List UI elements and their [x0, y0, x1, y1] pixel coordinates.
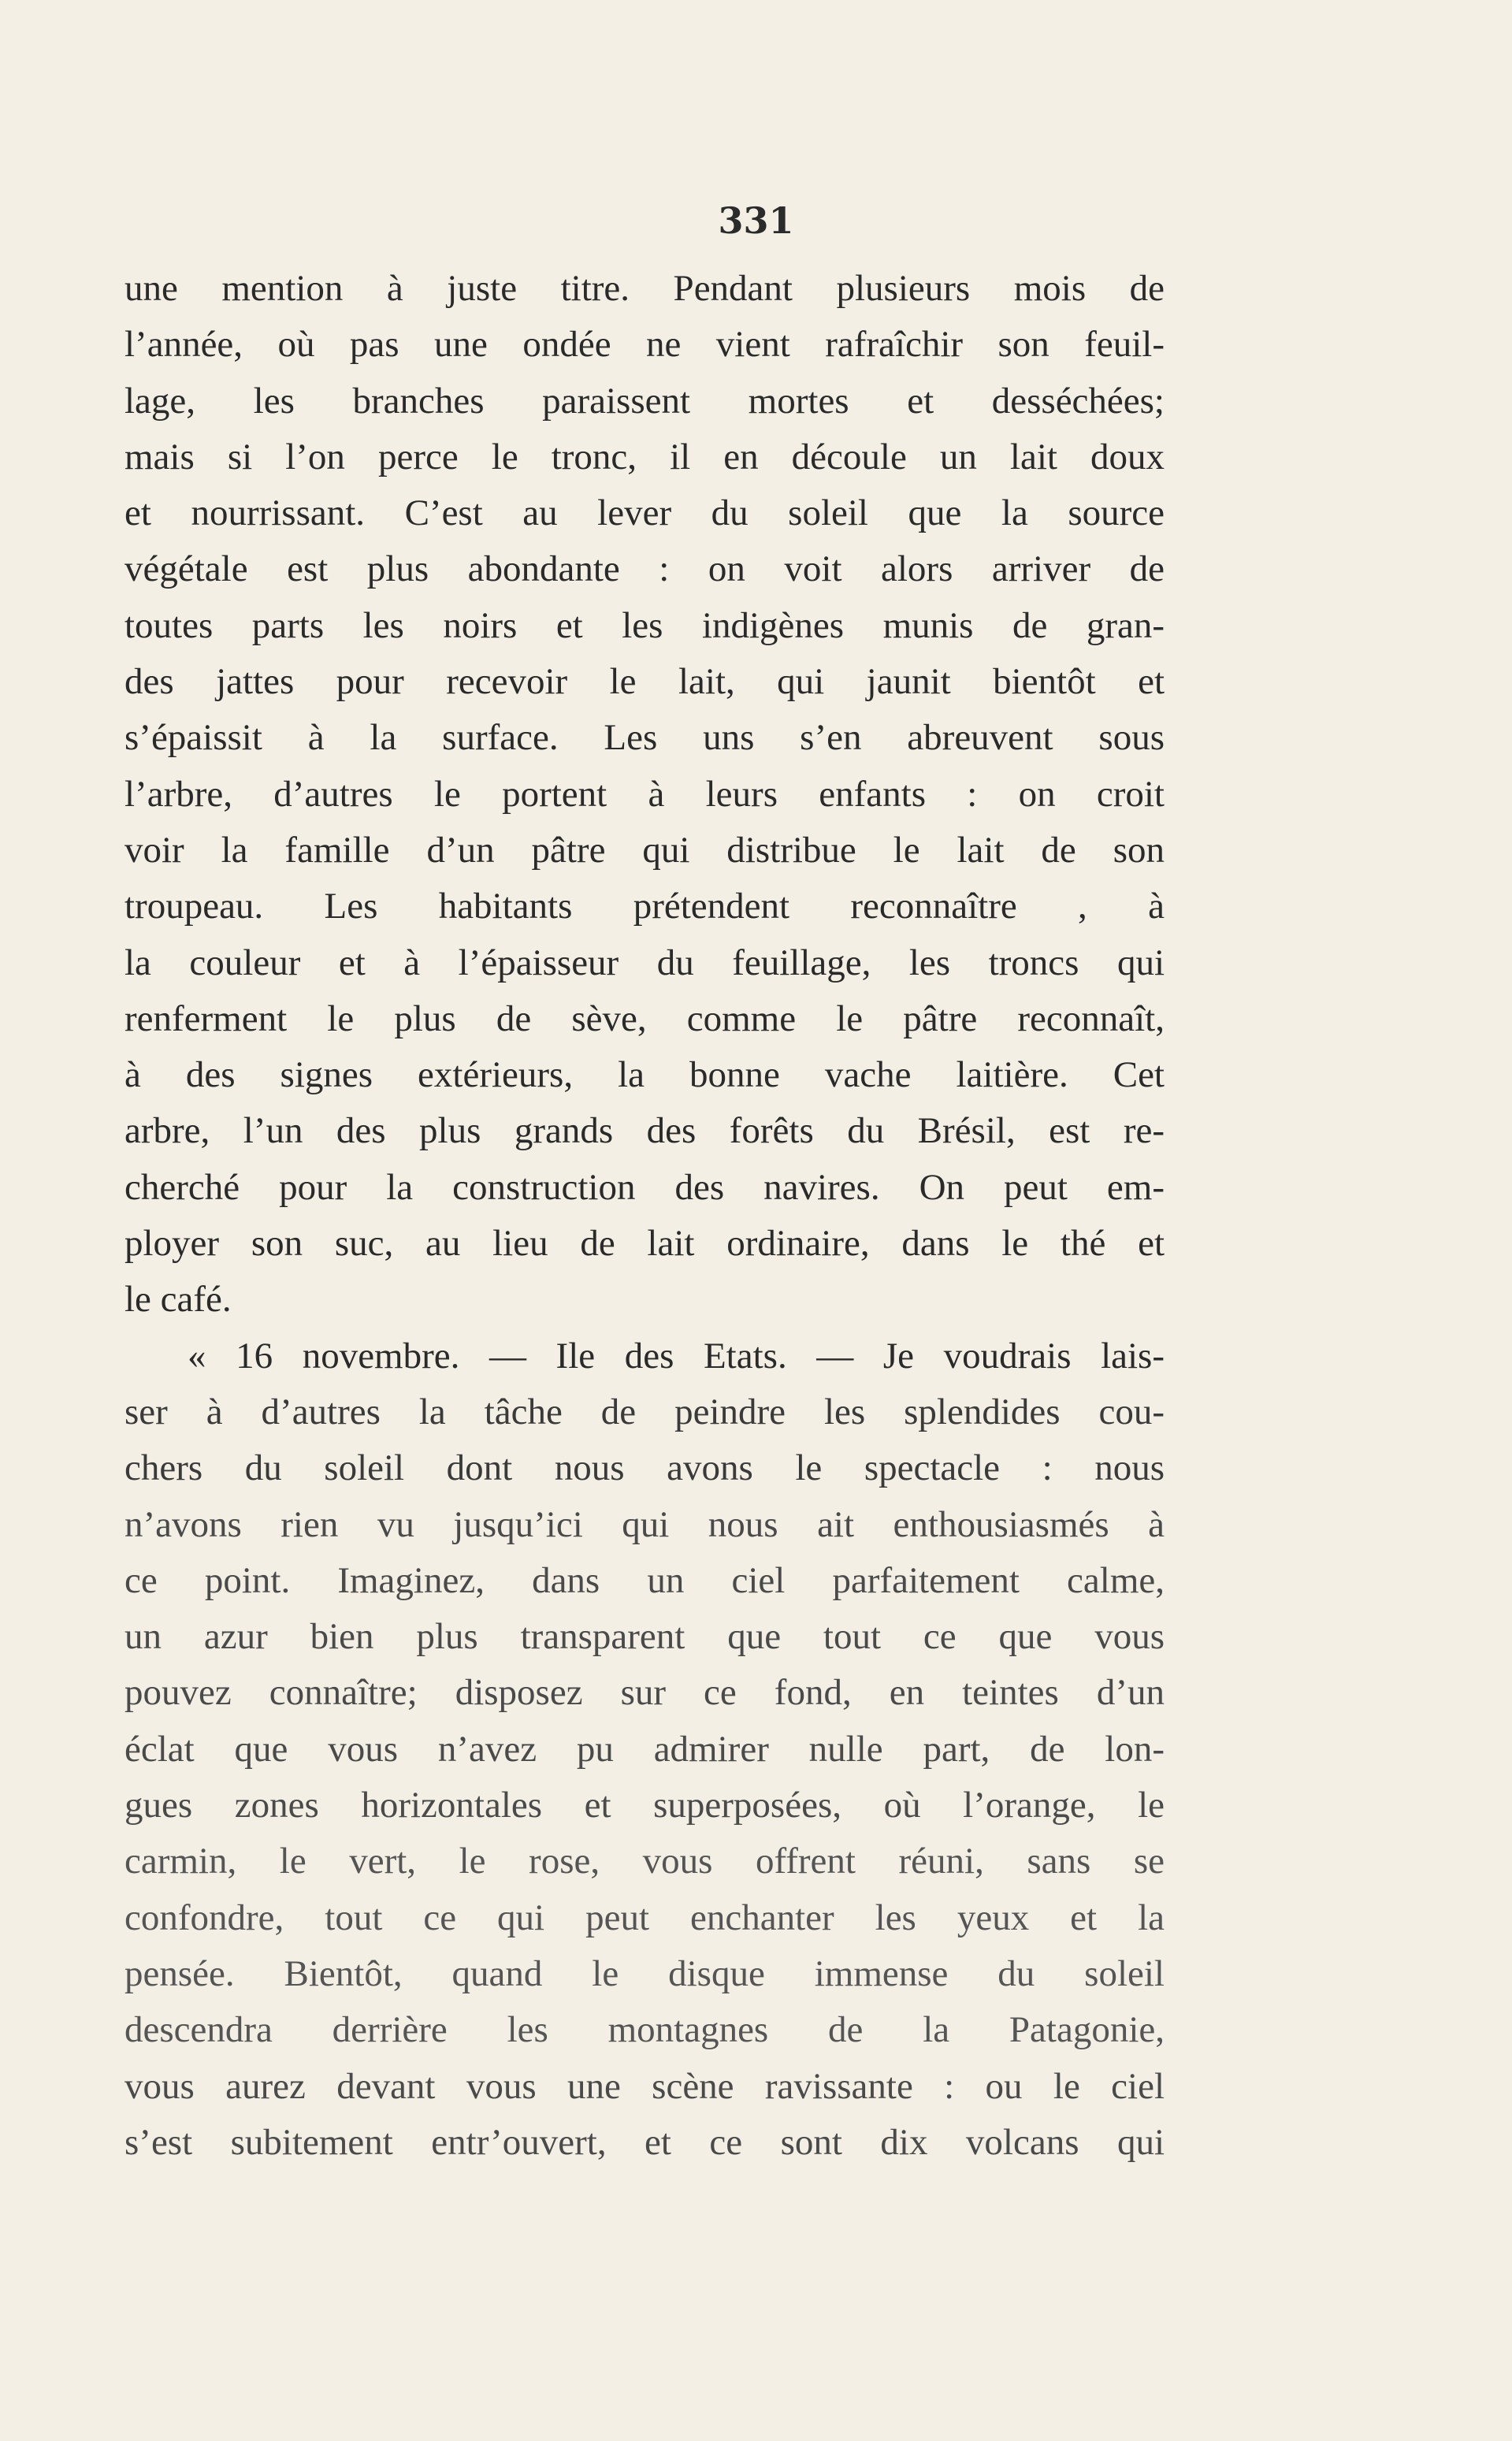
text-line: ce point. Imaginez, dans un ciel parfaitement calme, — [124, 1559, 1165, 1601]
text-line: n’avons rien vu jusqu’ici qui nous ait enthousiasmés à — [124, 1503, 1165, 1545]
text-line: végétale est plus abondante : on voit alors arriver de — [124, 548, 1165, 590]
text-line: gues zones horizontales et superposées, où l’orange, le — [124, 1785, 1165, 1826]
text-line: confondre, tout ce qui peut enchanter les yeux et la — [124, 1897, 1165, 1938]
text-line: et nourrissant. C’est au lever du soleil que la source — [124, 492, 1165, 534]
text-line: cherché pour la construction des navires. On peut em- — [124, 1166, 1165, 1208]
text-line: ployer son suc, au lieu de lait ordinaire, dans le thé et — [124, 1223, 1165, 1265]
text-line: s’est subitement entr’ouvert, et ce sont dix volcans qui — [124, 2121, 1165, 2163]
text-line: la couleur et à l’épaisseur du feuillage, les troncs qui — [124, 942, 1165, 983]
text-line: « 16 novembre. — Ile des Etats. — Je voudrais lais- — [188, 1335, 1165, 1377]
text-line: s’épaissit à la surface. Les uns s’en abreuvent sous — [124, 717, 1165, 759]
text-line: un azur bien plus transparent que tout ce que vous — [124, 1616, 1165, 1658]
text-line: pouvez connaître; disposez sur ce fond, en teintes d’un — [124, 1672, 1165, 1714]
text-line: éclat que vous n’avez pu admirer nulle part, de lon- — [124, 1728, 1165, 1770]
text-line: carmin, le vert, le rose, vous offrent réuni, sans se — [124, 1841, 1165, 1882]
text-line: une mention à juste titre. Pendant plusieurs mois de — [124, 268, 1165, 309]
text-line: arbre, l’un des plus grands des forêts du Brésil, est re- — [124, 1110, 1165, 1152]
text-line: mais si l’on perce le tronc, il en découle un lait doux — [124, 436, 1165, 477]
text-line: chers du soleil dont nous avons le spectacle : nous — [124, 1447, 1165, 1489]
text-line: le café. — [124, 1279, 232, 1321]
text-line: l’année, où pas une ondée ne vient rafraîchir son feuil- — [124, 324, 1165, 366]
page-number: 331 — [718, 199, 794, 242]
text-line: descendra derrière les montagnes de la Patagonie, — [124, 2009, 1165, 2051]
text-line: des jattes pour recevoir le lait, qui jaunit bientôt et — [124, 661, 1165, 703]
text-line: renferment le plus de sève, comme le pâtre reconnaît, — [124, 998, 1165, 1039]
text-line: voir la famille d’un pâtre qui distribue le lait de son — [124, 829, 1165, 871]
text-line: lage, les branches paraissent mortes et desséchées; — [124, 380, 1165, 422]
text-line: à des signes extérieurs, la bonne vache laitière. Cet — [124, 1054, 1165, 1096]
text-line: l’arbre, d’autres le portent à leurs enfants : on croit — [124, 773, 1165, 815]
text-line: ser à d’autres la tâche de peindre les splendides cou- — [124, 1391, 1165, 1432]
text-line: vous aurez devant vous une scène ravissante : ou le ciel — [124, 2065, 1165, 2107]
text-line: troupeau. Les habitants prétendent reconnaître , à — [124, 886, 1165, 927]
body-text — [124, 261, 1165, 2171]
text-line: pensée. Bientôt, quand le disque immense du soleil — [124, 1952, 1165, 1994]
text-line: toutes parts les noirs et les indigènes munis de gran- — [124, 604, 1165, 646]
